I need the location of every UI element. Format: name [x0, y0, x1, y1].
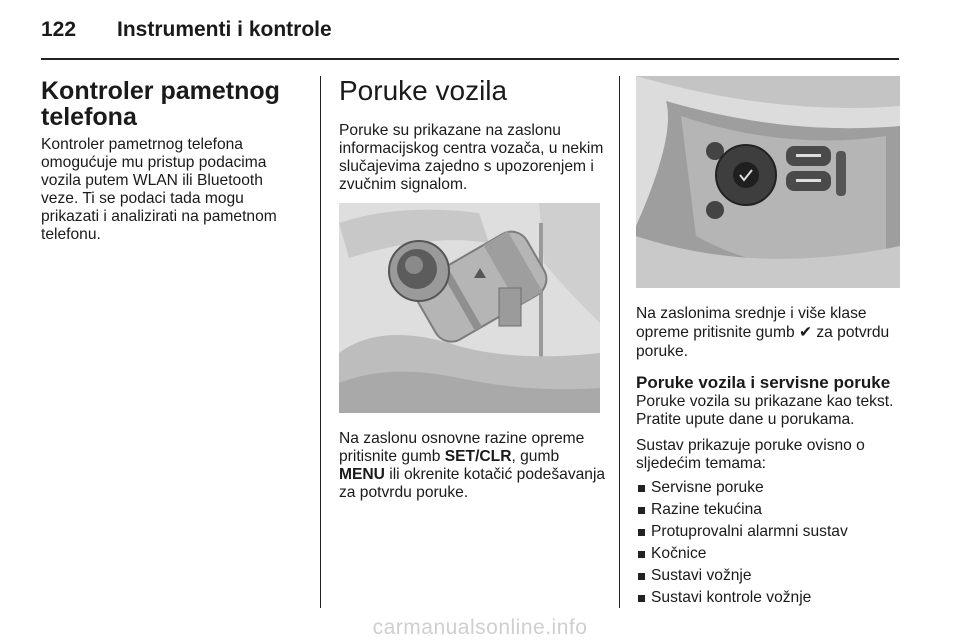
message-topics-list	[636, 477, 906, 609]
list-item-service-messages: Servisne poruke	[636, 477, 906, 499]
column-divider-2	[619, 76, 620, 608]
paragraph-topics-intro: Sustav prikazuje poruke ovisno o sljedećim temama:	[636, 437, 865, 472]
heading-vehicle-service-messages: Poruke vozila i servisne poruke	[636, 373, 891, 392]
column-message-topics	[636, 304, 906, 609]
section-title: Instrumenti i kontrole	[117, 18, 332, 41]
confirm-text-1: Na zaslonima srednje i više klase opreme pritisnite gumb	[636, 305, 867, 341]
figure-stalk-control	[339, 203, 600, 413]
list-item-driving-control-systems: Sustavi kontrole vožnje	[636, 587, 906, 609]
list-item-brakes: Kočnice	[636, 543, 906, 565]
figure-steering-wheel	[636, 76, 900, 288]
check-icon: ✔	[798, 324, 813, 341]
stalk-control-illustration	[339, 203, 600, 413]
caption-stalk-control	[339, 430, 607, 502]
header-rule	[41, 58, 899, 60]
steering-wheel-illustration	[636, 76, 900, 288]
caption-text-2: , gumb	[511, 448, 560, 465]
column-divider-1	[320, 76, 321, 608]
paragraph-confirm-button	[636, 304, 906, 361]
list-item-driving-systems: Sustavi vožnje	[636, 565, 906, 587]
list-item-anti-theft-alarm: Protuprovalni alarmni sustav	[636, 521, 906, 543]
paragraph-vehicle-messages-intro: Poruke su prikazane na zaslonu informacijskog centra vozača, u nekim slučajevima zajedno s upozorenjem i zvučnim signalom.	[339, 122, 604, 193]
confirm-text-2: za potvrdu poruke.	[636, 324, 890, 360]
column-vehicle-messages	[339, 76, 604, 194]
paragraph-stalk-instructions	[339, 430, 607, 502]
set-clr-button-label: SET/CLR	[444, 448, 512, 465]
paragraph-text-messages: Poruke vozila su prikazane kao tekst. Pratite upute dane u porukama.	[636, 393, 894, 428]
column-smartphone-controller	[41, 78, 303, 244]
page-number: 122	[41, 18, 77, 41]
heading-vehicle-messages: Poruke vozila	[339, 75, 508, 106]
caption-text-1: Na zaslonu osnovne razine opreme pritisnite gumb	[339, 430, 585, 465]
list-item-fluid-levels: Razine tekućina	[636, 499, 906, 521]
heading-smartphone-controller: Kontroler pametnog telefona	[41, 77, 280, 131]
caption-text-3: ili okrenite kotačić podešavanja za potvrdu poruke.	[339, 466, 606, 501]
paragraph-smartphone-controller: Kontroler pametrnog telefona omogućuje mu pristup podacima vozila putem WLAN ili Bluetooth veze. Ti se podaci tada mogu prikazati i analizirati na pametnom telefonu.	[41, 136, 277, 243]
menu-button-label: MENU	[339, 466, 385, 483]
watermark: carmanualsonline.info	[372, 616, 588, 639]
